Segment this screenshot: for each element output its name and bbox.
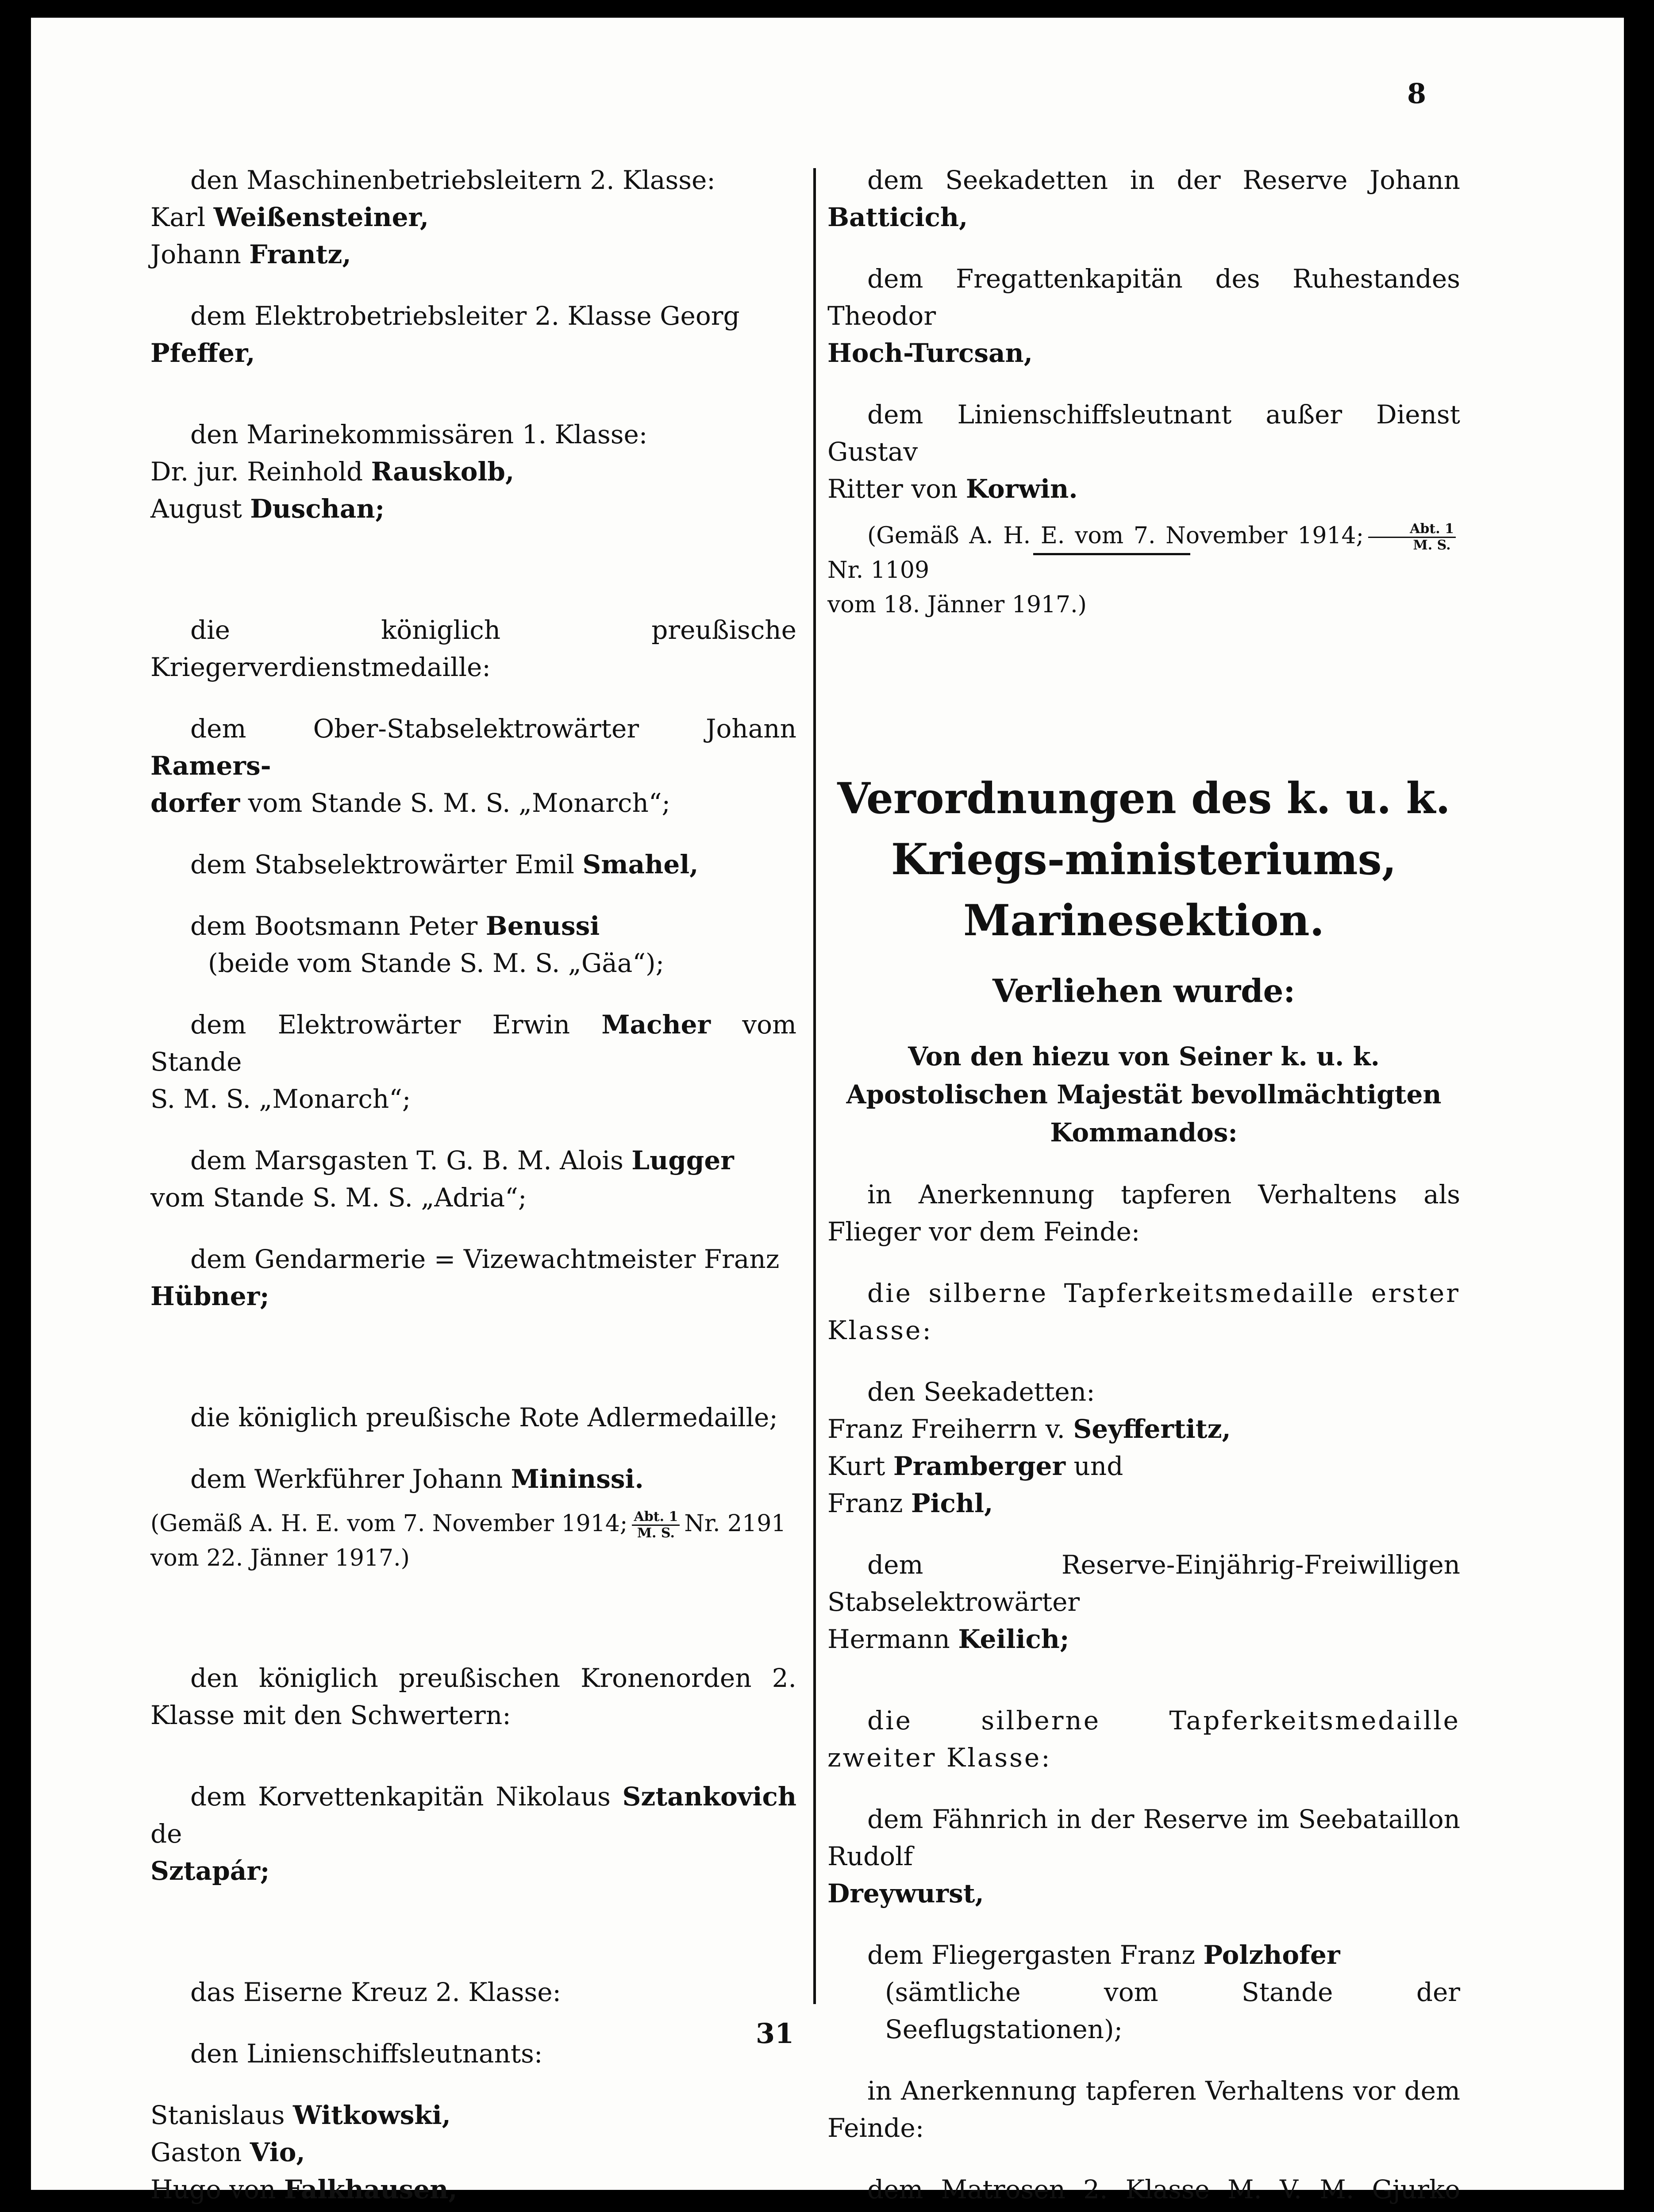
page-number: 8 [1407, 77, 1427, 110]
right-column [827, 161, 1460, 2212]
document-page [31, 18, 1624, 2204]
award-category: den Seekadetten: [867, 1377, 1095, 1407]
recipient: Kurt Pramberger und [827, 1451, 1123, 1481]
recipient: Dr. jur. Reinhold Rauskolb, [150, 457, 515, 487]
recipient: dem Marsgasten T. G. B. M. Alois Lugger vom Stande S. M. S. „Adria“; [150, 1145, 734, 1213]
recipient-note: (beide vom Stande S. M. S. „Gäa“); [208, 948, 665, 978]
award-title: die silberne Tapferkeitsmedaille erster Klasse: [827, 1278, 1460, 1345]
award-category: in Anerkennung tapferen Verhaltens vor dem Feinde: [827, 2076, 1460, 2143]
award-category: in Anerkennung tapferen Verhaltens als Flieger vor dem Feinde: [827, 1179, 1460, 1247]
recipient: dem Elektrobetriebsleiter 2. Klasse Georg Pfeffer, [150, 301, 740, 368]
decree-reference: (Gemäß A. H. E. vom 7. November 1914; $\frac{\text{Abt. 1}}{M. S.}$ Nr. 1109 vom 18. Jänner 1917.) [827, 518, 1460, 622]
recipient: August Duschan; [150, 494, 385, 524]
recipient: Hugo von Falkhausen, [150, 2174, 458, 2204]
footer-number: 31 [756, 2017, 794, 2050]
award-category: den Marinekommissären 1. Klasse: [190, 419, 648, 449]
decree-reference: (Gemäß A. H. E. vom 7. November 1914; $\frac{\text{Abt. 1}}{M. S.}$ Nr. 2191 vom 22. Jänner 1917.) [150, 1509, 786, 1571]
award-title: den königlich preußischen Kronenorden 2. Klasse mit den Schwertern: [150, 1663, 796, 1730]
recipient: dem Reserve-Einjährig-Freiwilligen Stabselektrowärter Hermann Keilich; [827, 1550, 1460, 1654]
recipient: dem Elektrowärter Erwin Macher vom Stande S. M. S. „Monarch“; [150, 1010, 797, 1114]
award-category: den Maschinenbetriebsleitern 2. Klasse: [190, 165, 715, 195]
recipient: dem Fregattenkapitän des Ruhestandes Theodor Hoch-Turcsan, [827, 264, 1460, 368]
recipient: dem Fliegergasten Franz Polzhofer [867, 1940, 1340, 1970]
section-heading: Verordnungen des k. u. k. Kriegs-ministeriums, Marinesektion. [837, 773, 1450, 945]
recipient: dem Stabselektrowärter Emil Smahel, [190, 849, 699, 879]
fraction-abt-ms: $\frac{\text{Abt. 1}}{M. S.}$ [1368, 522, 1456, 553]
recipient: dem Werkführer Johann Mininssi. [190, 1464, 644, 1494]
recipient: Stanislaus Witkowski, [150, 2100, 451, 2130]
recipient: dem Seekadetten in der Reserve Johann Batticich, [827, 165, 1460, 232]
section-subheading: Verliehen wurde: [992, 972, 1296, 1010]
award-title: die königlich preußische Rote Adlermedaille; [190, 1402, 778, 1432]
recipient: Johann Frantz, [150, 239, 351, 269]
recipient: dem Fähnrich in der Reserve im Seebataillon Rudolf Dreywurst, [827, 1804, 1460, 1909]
award-title: die königlich preußische Kriegerverdienstmedaille: [150, 615, 796, 682]
authority-line: Von den hiezu von Seiner k. u. k. Apostolischen Majestät bevollmächtigten Kommandos: [846, 1041, 1442, 1148]
recipient: dem Gendarmerie = Vizewachtmeister Franz Hübner; [150, 1244, 780, 1311]
left-column [150, 161, 796, 2208]
recipient-note: (sämtliche vom Stande der Seeflugstationen); [885, 1977, 1460, 2044]
fraction-abt-ms: $\frac{\text{Abt. 1}}{M. S.}$ [632, 1509, 680, 1541]
award-title: die silberne Tapferkeitsmedaille zweiter Klasse: [827, 1705, 1460, 1773]
section-divider [1033, 553, 1190, 555]
recipient: Franz Pichl, [827, 1488, 993, 1518]
recipient: Karl Weißensteiner, [150, 202, 429, 232]
award-title: das Eiserne Kreuz 2. Klasse: [190, 1977, 562, 2007]
recipient: dem Bootsmann Peter Benussi [190, 911, 600, 941]
recipient: Gaston Vio, [150, 2137, 305, 2167]
recipient: dem Ober-Stabselektrowärter Johann Ramers- dorfer vom Stande S. M. S. „Monarch“; [150, 714, 796, 818]
recipient: Franz Freiherrn v. Seyffertitz, [827, 1414, 1231, 1444]
recipient: dem Matrosen 2. Klasse M. V. M. Gjurko [867, 2174, 1460, 2204]
award-category: den Linienschiffsleutnants: [190, 2039, 543, 2069]
recipient: dem Linienschiffsleutnant außer Dienst Gustav Ritter von Korwin. [827, 399, 1460, 504]
recipient: dem Korvettenkapitän Nikolaus Sztankovich de Sztapár; [150, 1782, 796, 1886]
column-divider [813, 168, 816, 2004]
